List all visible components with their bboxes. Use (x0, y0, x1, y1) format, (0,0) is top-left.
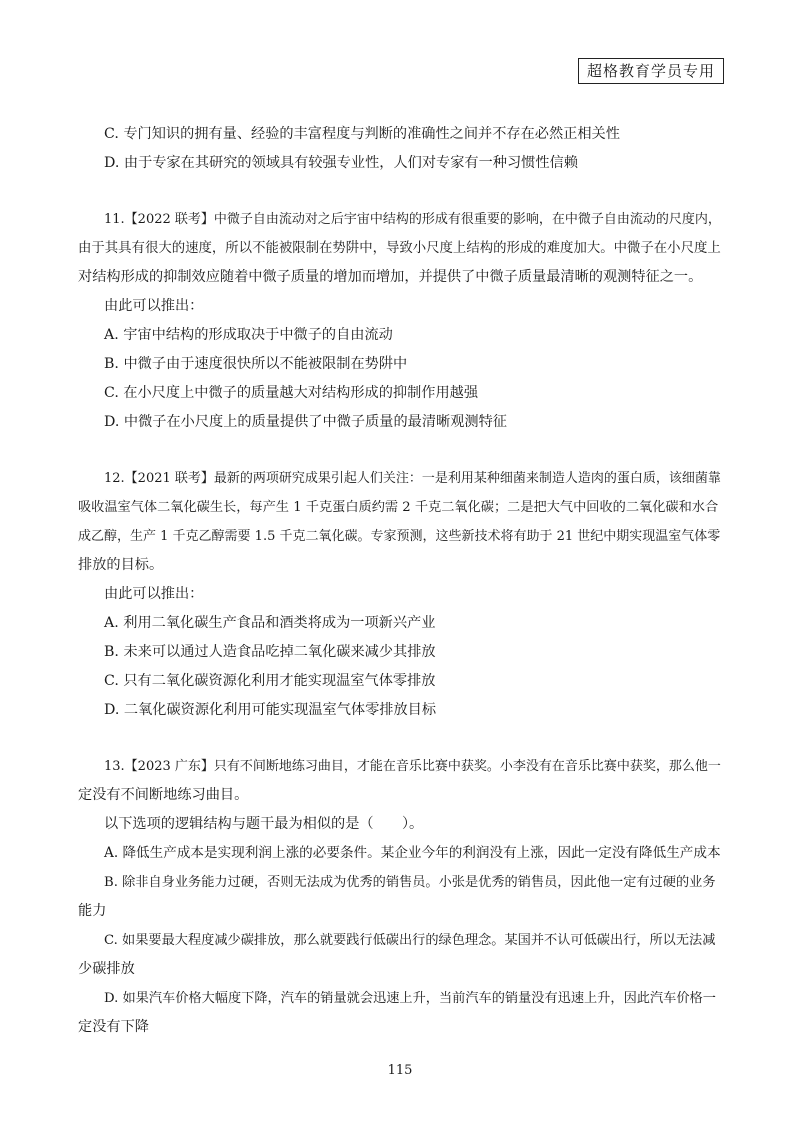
option-b-continuation: 能力 (78, 903, 107, 919)
question-12 (78, 464, 723, 725)
question-stem-line: 11.【2022 联考】中微子自由流动对之后宇宙中结构的形成有很重要的影响，在中微子自由流动的尺度内， (104, 212, 721, 227)
option-c: C. 如果要最大程度减少碳排放，那么就要践行低碳出行的绿色理念。某国并不认可低碳出行，所以无法减 (104, 933, 716, 948)
question-prompt: 由此可以推出： (104, 298, 204, 314)
header-label: 超格教育学员专用 (578, 58, 724, 84)
option-c: C. 在小尺度上中微子的质量越大对结构形成的抑制作用越强 (104, 385, 479, 401)
option-a: A. 宇宙中结构的形成取决于中微子的自由流动 (104, 327, 393, 343)
question-stem-line: 13.【2023 广东】只有不间断地练习曲目，才能在音乐比赛中获奖。小李没有在音乐比赛中获奖，那么他一 (104, 759, 721, 774)
option-d-continuation: 定没有下降 (78, 1019, 149, 1035)
question-stem-line: 12.【2021 联考】最新的两项研究成果引起人们关注：一是利用某种细菌来制造人造肉的蛋白质，该细菌靠 (104, 471, 721, 486)
question-stem-line: 对结构形成的抑制效应随着中微子质量的增加而增加，并提供了中微子质量最清晰的观测特征之一。 (78, 269, 703, 285)
prev-option-d: D. 由于专家在其研究的领域具有较强专业性，人们对专家有一种习惯性信赖 (104, 155, 578, 171)
option-d: D. 中微子在小尺度上的质量提供了中微子质量的最清晰观测特征 (104, 414, 507, 430)
question-stem-line: 由于其具有很大的速度，所以不能被限制在势阱中，导致小尺度上结构的形成的难度加大。中微子在小尺度上 (78, 241, 721, 256)
question-prompt: 由此可以推出： (104, 586, 204, 602)
option-b: B. 除非自身业务能力过硬，否则无法成为优秀的销售员。小张是优秀的销售员，因此他一定有过硬的业务 (104, 875, 716, 890)
option-c-continuation: 少碳排放 (78, 961, 135, 977)
question-stem-line: 吸收温室气体二氧化碳生长，每产生 1 千克蛋白质约需 2 千克二氧化碳；二是把大气中回收的二氧化碳和水合 (78, 500, 719, 515)
question-stem-line: 成乙醇，生产 1 千克乙醇需要 1.5 千克二氧化碳。专家预测，这些新技术将有助于 21 世纪中期实现温室气体零 (78, 529, 721, 544)
option-b: B. 中微子由于速度很快所以不能被限制在势阱中 (104, 356, 408, 372)
page-content (78, 120, 723, 1042)
option-c: C. 只有二氧化碳资源化利用才能实现温室气体零排放 (104, 673, 436, 689)
question-13 (78, 752, 723, 1042)
question-prompt: 以下选项的逻辑结构与题干最为相似的是（ ）。 (104, 816, 424, 832)
option-a: A. 降低生产成本是实现利润上涨的必要条件。某企业今年的利润没有上涨，因此一定没有降低生产成本 (104, 845, 721, 861)
question-stem-line: 排放的目标。 (78, 557, 164, 573)
prev-option-c: C. 专门知识的拥有量、经验的丰富程度与判断的准确性之间并不存在必然正相关性 (104, 126, 620, 142)
question-stem-line: 定没有不间断地练习曲目。 (78, 787, 249, 803)
option-a: A. 利用二氧化碳生产食品和酒类将成为一项新兴产业 (104, 615, 436, 631)
option-d: D. 二氧化碳资源化利用可能实现温室气体零排放目标 (104, 702, 437, 718)
page-number: 115 (387, 1063, 413, 1078)
option-d: D. 如果汽车价格大幅度下降，汽车的销量就会迅速上升，当前汽车的销量没有迅速上升，因此汽车价格一 (104, 991, 716, 1006)
question-11 (78, 205, 723, 437)
option-b: B. 未来可以通过人造食品吃掉二氧化碳来减少其排放 (104, 644, 436, 660)
